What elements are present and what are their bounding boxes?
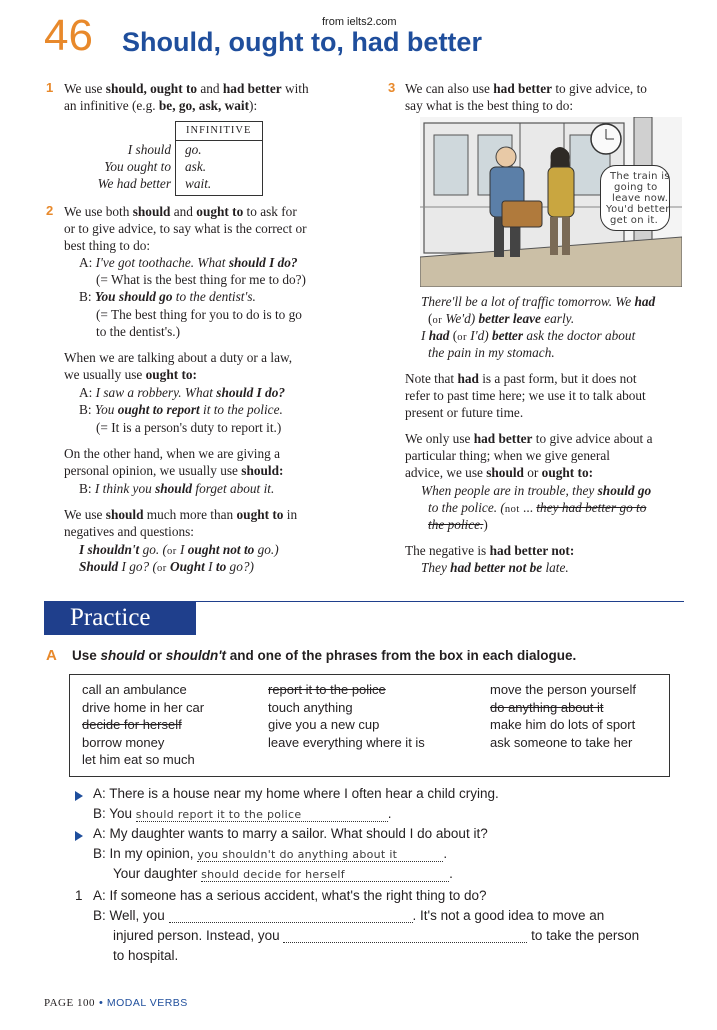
section-number-1: 1	[46, 80, 54, 95]
infinitive-table-header: INFINITIVE	[186, 125, 252, 136]
answer-field: should decide for herself	[201, 868, 449, 882]
example-2-a: A: My daughter wants to marry a sailor. What should I do about it?	[93, 826, 488, 841]
speech-bubble-line-2: going to	[614, 182, 658, 193]
example-1-b: B: You should report it to the police .	[93, 806, 392, 821]
table-subject-2: You ought to	[104, 159, 171, 174]
table-verb-3: wait.	[185, 176, 212, 191]
s3-neg1: The negative is had better not:	[405, 543, 575, 558]
s3-ex1-l1: There'll be a lot of traffic tomorrow. We had	[421, 294, 656, 309]
s2-p3: best thing to do:	[64, 238, 151, 253]
s3-only2: particular thing; when we give general	[405, 448, 610, 463]
s2-neg1: We use should much more than ought to in	[64, 507, 298, 522]
example-arrow-icon	[75, 831, 83, 841]
s2-ex2b-gloss: (= It is a person's duty to report it.)	[96, 420, 282, 435]
table-subject-1: I should	[127, 142, 171, 157]
s3-ex2-l1: I had (or I'd) better ask the doctor about	[421, 328, 636, 343]
s2-duty1: When we are talking about a duty or a law,	[64, 350, 293, 365]
phrase: drive home in her car	[82, 699, 205, 715]
question-1-d: to hospital.	[113, 948, 179, 963]
s2-ex1b-gloss2: to the dentist's.)	[96, 324, 181, 339]
footer-bullet: •	[98, 997, 103, 1009]
question-1-a: A: If someone has a serious accident, what's the right thing to do?	[93, 888, 487, 903]
s2-ex2a: A: I saw a robbery. What should I do?	[79, 385, 286, 400]
phrase: call an ambulance	[82, 682, 187, 697]
section-number-2: 2	[46, 203, 54, 218]
example-arrow-icon	[75, 791, 83, 801]
speech-bubble-line-4: You'd better	[606, 204, 670, 215]
phrase-used: report it to the police	[268, 682, 386, 697]
question-1-b: B: Well, you . It's not a good idea to move an	[93, 908, 605, 923]
phrase: let him eat so much	[82, 752, 195, 768]
phrase: make him do lots of sport	[490, 717, 636, 733]
answer-field: should report it to the police	[136, 808, 388, 822]
speech-bubble-line-1: The train is	[610, 171, 670, 182]
section-number-3: 3	[388, 80, 396, 95]
s3-ex3-l2: to the police. (not ... they had better go to	[428, 500, 647, 515]
unit-title: Should, ought to, had better	[122, 27, 482, 57]
s2-ex1b: B: You should go to the dentist's.	[79, 289, 256, 304]
table-subject-3: We had better	[97, 176, 171, 191]
exercise-a-instructions: Use should or shouldn't and one of the phrases from the box in each dialogue.	[72, 648, 577, 663]
phrase-col-3	[490, 681, 636, 751]
s2-ex2b: B: You ought to report it to the police.	[79, 402, 283, 417]
s3-l2: say what is the best thing to do:	[405, 98, 574, 113]
answer-blank-2[interactable]	[283, 928, 527, 943]
s2-ex4b: Should I go? (or Ought I to go?)	[79, 559, 254, 574]
phrase-used: do anything about it	[490, 699, 604, 715]
phrase: ask someone to take her	[490, 734, 633, 750]
s3-l1: We can also use had better to give advice, to	[405, 81, 647, 96]
phrase-col-2	[268, 681, 425, 751]
s2-ex3: B: I think you should forget about it.	[79, 481, 275, 496]
example-2-c: Your daughter should decide for herself .	[113, 866, 453, 881]
phrase: borrow money	[82, 734, 165, 750]
unit-number: 46	[44, 11, 93, 60]
question-1-number: 1	[75, 888, 83, 903]
page-number: PAGE 100	[44, 997, 95, 1009]
s2-p1: We use both should and ought to to ask for	[64, 204, 297, 219]
example-1-a: A: There is a house near my home where I often hear a child crying.	[93, 786, 499, 801]
speech-bubble-line-5: get on it.	[610, 215, 659, 226]
train-illustration	[420, 117, 682, 287]
phrase: leave everything where it is	[268, 734, 425, 750]
example-2-b: B: In my opinion, you shouldn't do anything about it .	[93, 846, 448, 861]
table-verb-2: ask.	[185, 159, 207, 174]
s2-ex1a: A: I've got toothache. What should I do?	[79, 255, 298, 270]
section-name: MODAL VERBS	[106, 997, 188, 1009]
s3-ex2-l2: the pain in my stomach.	[428, 345, 555, 360]
answer-blank-1[interactable]	[169, 908, 413, 923]
s2-op2: personal opinion, we usually use should:	[64, 463, 284, 478]
s2-neg2: negatives and questions:	[64, 524, 194, 539]
s2-p2: or to give advice, to say what is the correct or	[64, 221, 307, 236]
footer	[44, 993, 188, 1011]
s3-note3: present or future time.	[405, 405, 524, 420]
s3-ex1-l2: (or We'd) better leave early.	[428, 311, 575, 326]
s3-only3: advice, we use should or ought to:	[405, 465, 594, 480]
s3-neg2: They had better not be late.	[421, 560, 569, 575]
s2-ex4a: I shouldn't go. (or I ought not to go.)	[79, 542, 279, 557]
table-verb-1: go.	[185, 142, 202, 157]
phrase: give you a new cup	[268, 717, 380, 733]
phrase-used: decide for herself	[82, 717, 182, 733]
s3-note1: Note that had is a past form, but it does not	[405, 371, 637, 386]
question-1-c: injured person. Instead, you to take the person	[113, 928, 640, 943]
s1-line2: an infinitive (e.g. be, go, ask, wait):	[64, 98, 258, 113]
phrase: touch anything	[268, 699, 353, 715]
s2-ex1a-gloss: (= What is the best thing for me to do?)	[96, 272, 306, 287]
s2-ex1b-gloss1: (= The best thing for you to do is to go	[96, 307, 302, 322]
s3-ex3-l3: the police.)	[428, 517, 488, 532]
s3-note2: refer to past time here; we use it to talk about	[405, 388, 646, 403]
s3-ex3-l1: When people are in trouble, they should go	[421, 483, 652, 498]
source-text: from ielts2.com	[322, 16, 397, 28]
s2-duty2: we usually use ought to:	[64, 367, 197, 382]
exercise-a-letter: A	[46, 647, 57, 664]
practice-title: Practice	[70, 604, 151, 631]
s1-line1: We use should, ought to and had better with	[64, 81, 309, 96]
answer-field: you shouldn't do anything about it	[197, 848, 443, 862]
speech-bubble-line-3: leave now.	[612, 193, 669, 204]
phrase-col-1	[82, 681, 204, 769]
phrase: move the person yourself	[490, 682, 636, 697]
s3-only1: We only use had better to give advice about a	[405, 431, 653, 446]
s2-op1: On the other hand, when we are giving a	[64, 446, 281, 461]
